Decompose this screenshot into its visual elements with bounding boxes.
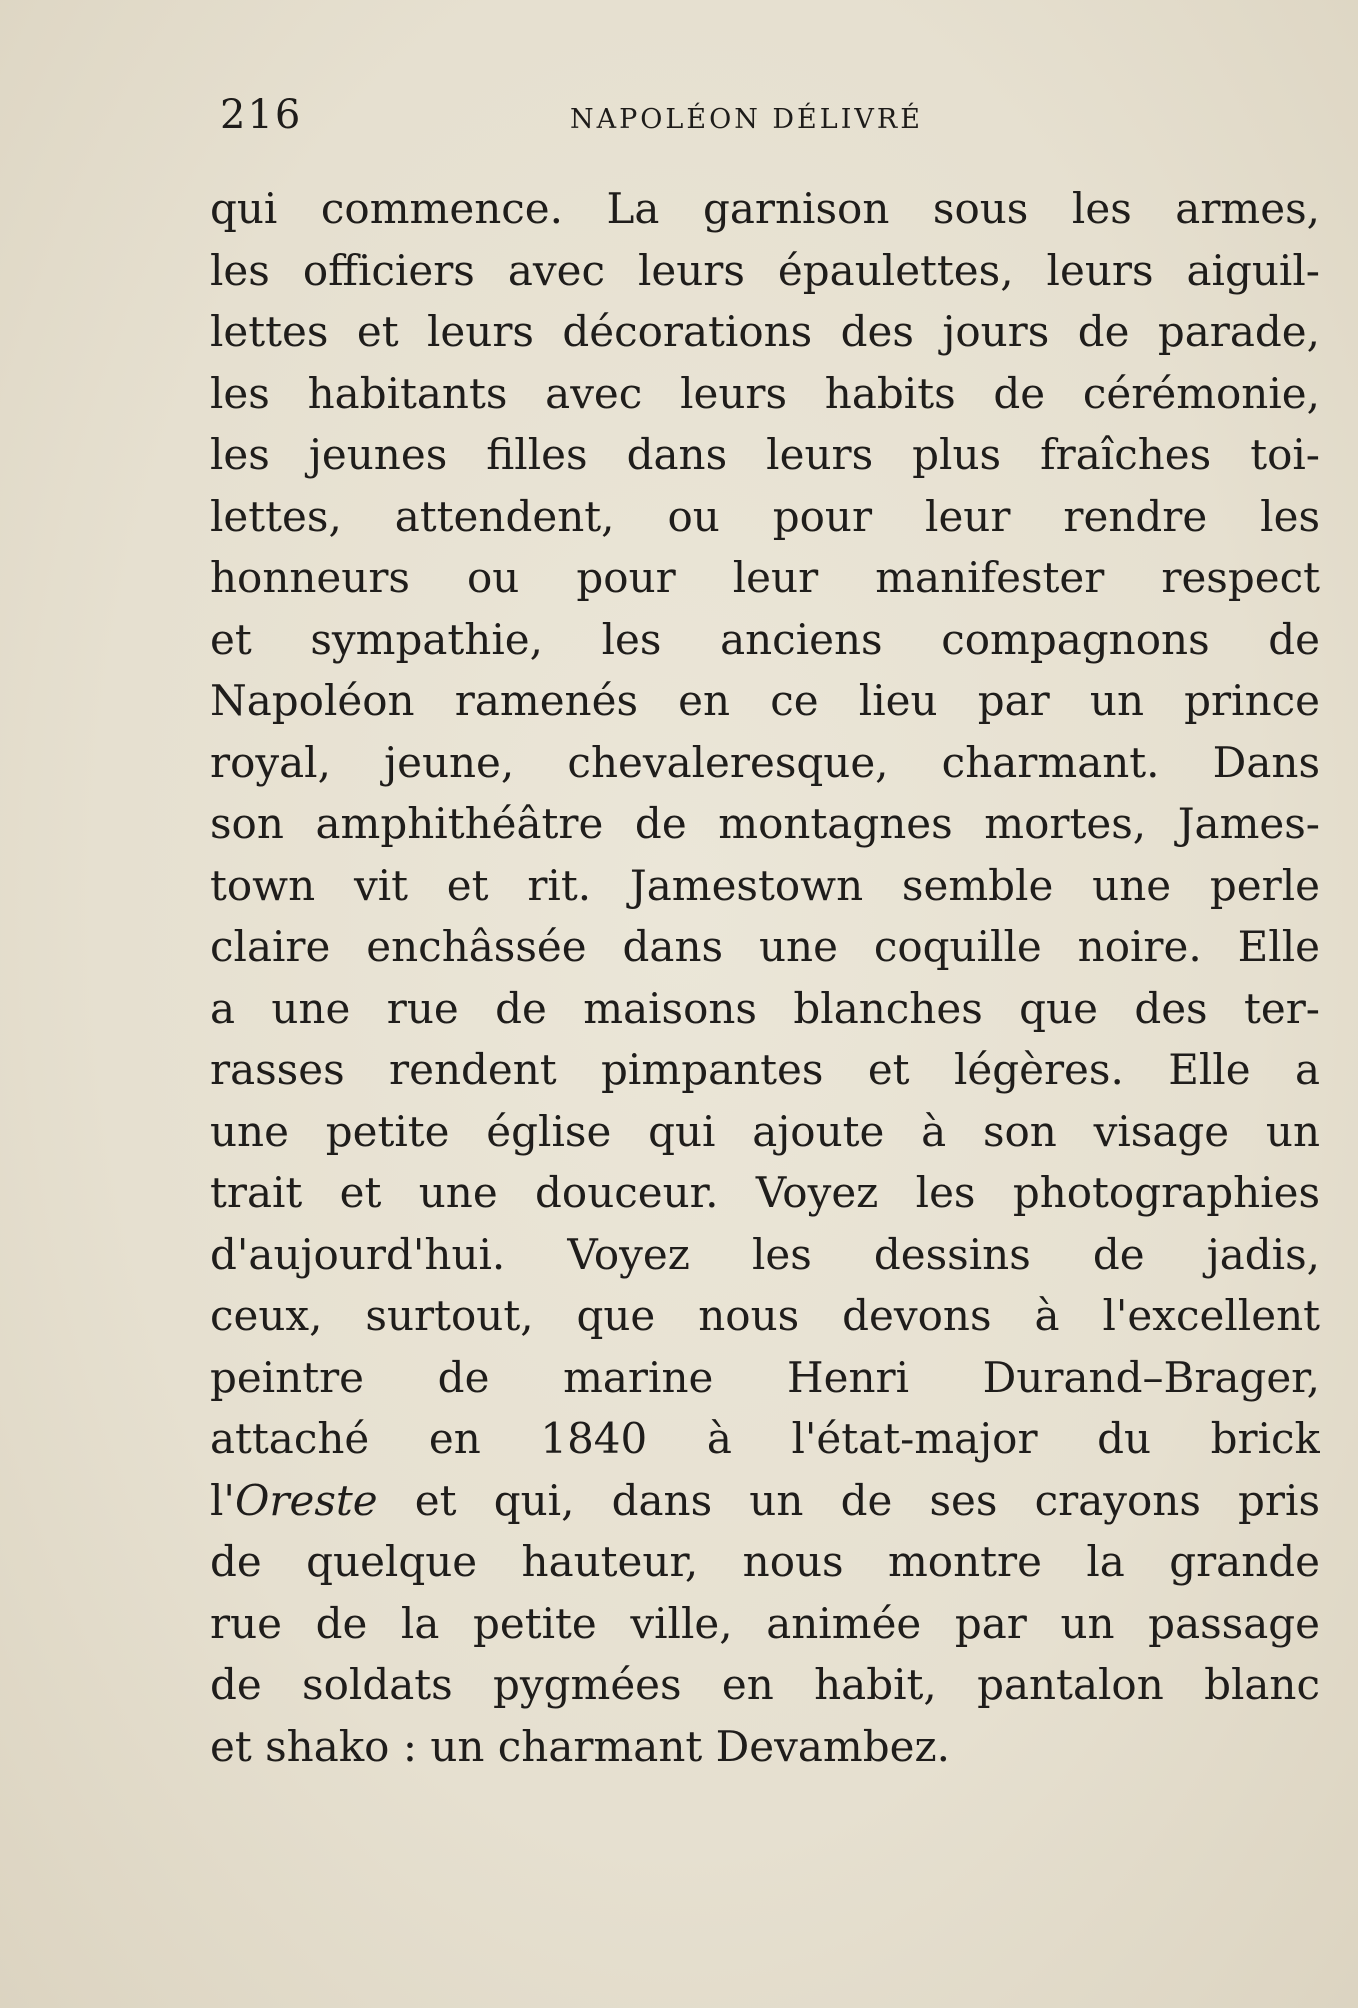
text-line: une petite église qui ajoute à son visage un bbox=[210, 1106, 1320, 1156]
text-line: royal, jeune, chevaleresque, charmant. Dans bbox=[210, 737, 1320, 787]
text-line: peintre de marine Henri Durand–Brager, bbox=[210, 1352, 1320, 1402]
text-line-with-italic bbox=[210, 1470, 1320, 1532]
text-line: de soldats pygmées en habit, pantalon blanc bbox=[210, 1660, 1320, 1709]
page-header bbox=[212, 92, 1292, 152]
text-line: town vit et rit. Jamestown semble une perle bbox=[210, 860, 1320, 910]
text-line: Napoléon ramenés en ce lieu par un prince bbox=[210, 676, 1320, 725]
ship-name-italic: Oreste bbox=[234, 1475, 378, 1525]
page-number: 216 bbox=[220, 92, 303, 138]
line-suffix: et qui, dans un de ses crayons pris bbox=[377, 1475, 1320, 1525]
text-body bbox=[210, 178, 1320, 1777]
text-line: attaché en 1840 à l'état-major du brick bbox=[210, 1414, 1320, 1463]
text-line: ceux, surtout, que nous devons à l'excellent bbox=[210, 1291, 1320, 1340]
text-line: les officiers avec leurs épaulettes, leurs aiguil- bbox=[210, 245, 1320, 295]
text-line: claire enchâssée dans une coquille noire. Elle bbox=[210, 922, 1320, 971]
text-line: rasses rendent pimpantes et légères. Elle a bbox=[210, 1045, 1320, 1094]
running-title: NAPOLÉON DÉLIVRÉ bbox=[570, 104, 923, 135]
text-line: a une rue de maisons blanches que des ter- bbox=[210, 983, 1320, 1033]
text-line: honneurs ou pour leur manifester respect bbox=[210, 553, 1320, 602]
text-line: et sympathie, les anciens compagnons de bbox=[210, 614, 1320, 664]
text-line: les habitants avec leurs habits de cérémonie, bbox=[210, 368, 1320, 418]
text-line: son amphithéâtre de montagnes mortes, James- bbox=[210, 799, 1320, 848]
text-line: qui commence. La garnison sous les armes, bbox=[210, 184, 1320, 233]
text-line: les jeunes filles dans leurs plus fraîches toi- bbox=[210, 430, 1320, 479]
text-line: d'aujourd'hui. Voyez les dessins de jadis, bbox=[210, 1229, 1320, 1279]
text-line: lettes, attendent, ou pour leur rendre les bbox=[210, 491, 1320, 541]
text-line: trait et une douceur. Voyez les photographies bbox=[210, 1168, 1320, 1217]
text-line: rue de la petite ville, animée par un passage bbox=[210, 1598, 1320, 1648]
text-line: lettes et leurs décorations des jours de parade, bbox=[210, 307, 1320, 356]
text-line: de quelque hauteur, nous montre la grande bbox=[210, 1537, 1320, 1586]
text-line-last: et shako : un charmant Devambez. bbox=[210, 1721, 950, 1771]
line-prefix: l' bbox=[210, 1475, 235, 1525]
